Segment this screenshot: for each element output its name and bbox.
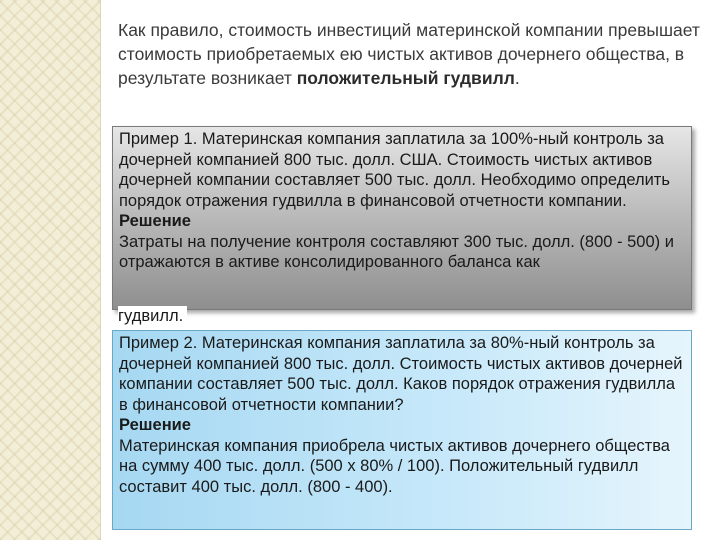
example-1-solution-heading: Решение (119, 212, 191, 230)
side-divider (100, 0, 101, 540)
example-2-solution-heading: Решение (119, 416, 191, 434)
intro-emphasis: положительный гудвилл (296, 68, 515, 88)
intro-text: Как правило, стоимость инвестиций материнской компании превышает стоимость приобретаемых ею чистых активов дочернего общества, в результате возникает (118, 20, 700, 88)
intro-end: . (514, 68, 520, 88)
intro-paragraph (118, 18, 703, 90)
example-1-solution: Затраты на получение контроля составляют 300 тыс. долл. (800 - 500) и отражаются в активе консолидированного баланса как (119, 232, 674, 271)
example-1-box (112, 126, 692, 310)
example-2-box (112, 330, 692, 530)
example-2-solution: Материнская компания приобрела чистых активов дочернего общества на сумму 400 тыс. долл. (500 х 80% / 100). Положительный гудвилл составит 400 тыс. долл. (800 - 400). (119, 436, 670, 496)
example-1-task: Пример 1. Материнская компания заплатила за 100%-ный контроль за дочерней компанией 800 тыс. долл. США. Стоимость чистых активов дочерней компании составляет 500 тыс. долл. Необходимо определить порядок отражения гудвилла в финансовой отчетности компании. (119, 130, 670, 210)
example-1-solution-overflow: гудвилл. (118, 306, 187, 326)
decorative-side-band (0, 0, 100, 540)
example-2-task: Пример 2. Материнская компания заплатила за 80%-ный контроль за дочерней компанией 800 тыс. долл. Стоимость чистых активов дочерней компании составляет 500 тыс. долл. Каков порядок отражения гудвилла в финансовой отчетности компании? (119, 334, 683, 414)
